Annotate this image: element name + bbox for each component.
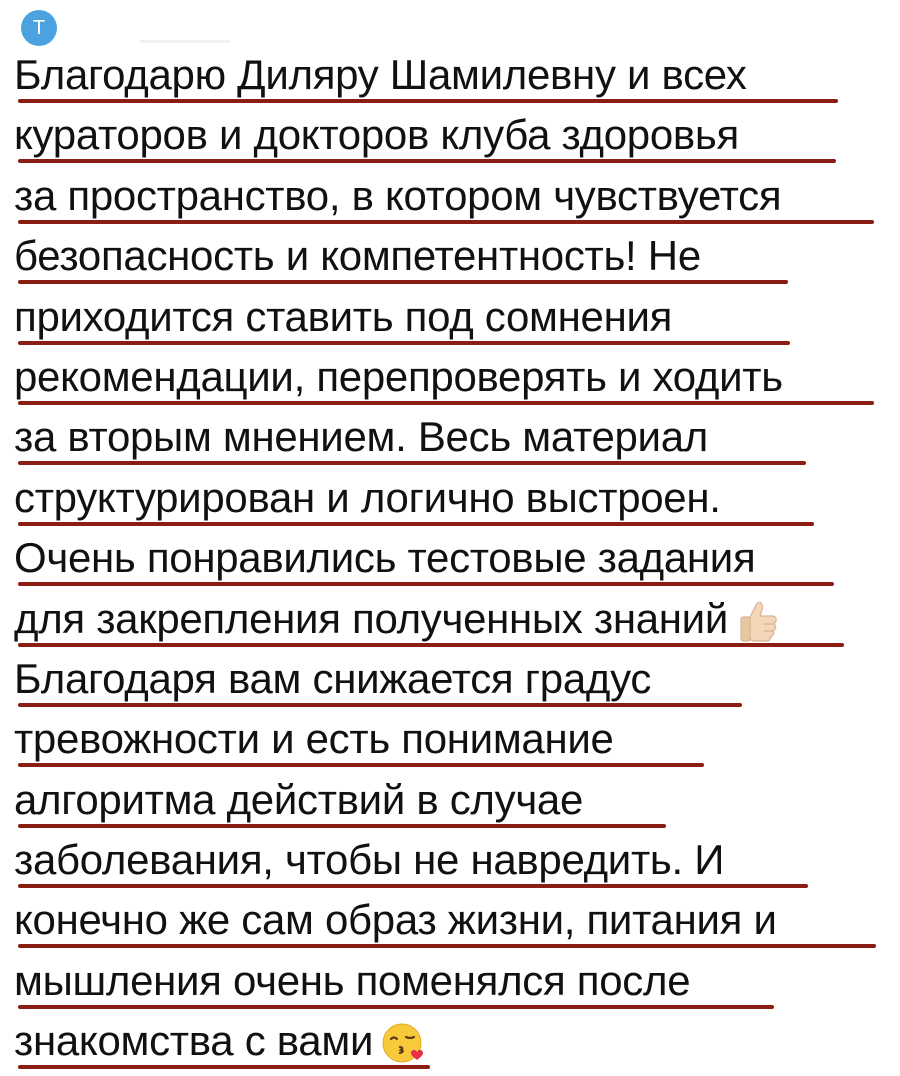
message-line: [14, 411, 898, 471]
message-text: [14, 49, 898, 1076]
underline-mark: [18, 582, 834, 586]
message-line: [14, 593, 898, 653]
line-text: Очень понравились тестовые задания: [14, 534, 756, 582]
line-text: безопасность и компетентность! Не: [14, 232, 701, 280]
message-line: [14, 532, 898, 592]
underline-mark: [18, 944, 876, 948]
message-line: [14, 351, 898, 411]
underline-mark: [18, 703, 742, 707]
message-line: [14, 49, 898, 109]
line-text: тревожности и есть понимание: [14, 715, 614, 763]
divider: [140, 40, 230, 43]
underline-mark: [18, 1005, 774, 1009]
message-line: [14, 291, 898, 351]
underline-mark: [18, 220, 874, 224]
line-text-part: знакомства с вами: [14, 1017, 374, 1065]
thumbs-up-icon: [736, 597, 782, 643]
line-text: [14, 595, 782, 643]
line-text: рекомендации, перепроверять и ходить: [14, 352, 783, 400]
underline-mark: [18, 341, 790, 345]
message-line: [14, 653, 898, 713]
line-text: приходится ставить под сомнения: [14, 292, 673, 340]
message-line: [14, 955, 898, 1015]
message-line: [14, 713, 898, 773]
underline-mark: [18, 884, 808, 888]
underline-mark: [18, 280, 788, 284]
line-text: за вторым мнением. Весь материал: [14, 413, 708, 461]
avatar[interactable]: [21, 10, 57, 46]
line-text: конечно же сам образ жизни, питания и: [14, 896, 777, 944]
line-text: структурирован и логично выстроен.: [14, 473, 721, 521]
underline-mark: [18, 401, 874, 405]
message-line: [14, 774, 898, 834]
underline-mark: [18, 522, 814, 526]
underline-mark: [18, 461, 806, 465]
message-line: [14, 170, 898, 230]
kissing-face-icon: [381, 1019, 427, 1065]
message-line: [14, 834, 898, 894]
message-line: [14, 472, 898, 532]
underline-mark: [18, 99, 838, 103]
underline-mark: [18, 824, 666, 828]
underline-mark: [18, 763, 704, 767]
underline-mark: [18, 1065, 430, 1069]
line-text: алгоритма действий в случае: [14, 775, 584, 823]
underline-mark: [18, 159, 836, 163]
line-text: мышления очень поменялся после: [14, 956, 691, 1004]
message-line: [14, 1015, 898, 1075]
avatar-letter: T: [32, 17, 46, 39]
message-line: [14, 894, 898, 954]
line-text: заболевания, чтобы не навредить. И: [14, 836, 725, 884]
line-text: за пространство, в котором чувствуется: [14, 171, 782, 219]
underline-mark: [18, 643, 844, 647]
line-text: Благодарю Диляру Шамилевну и всех: [14, 51, 747, 98]
message-line: [14, 109, 898, 169]
line-text: [14, 1017, 427, 1065]
line-text: Благодаря вам снижается градус: [14, 654, 652, 702]
line-text: кураторов и докторов клуба здоровья: [14, 111, 739, 159]
message-line: [14, 230, 898, 290]
line-text-part: для закрепления полученных знаний: [14, 594, 729, 642]
